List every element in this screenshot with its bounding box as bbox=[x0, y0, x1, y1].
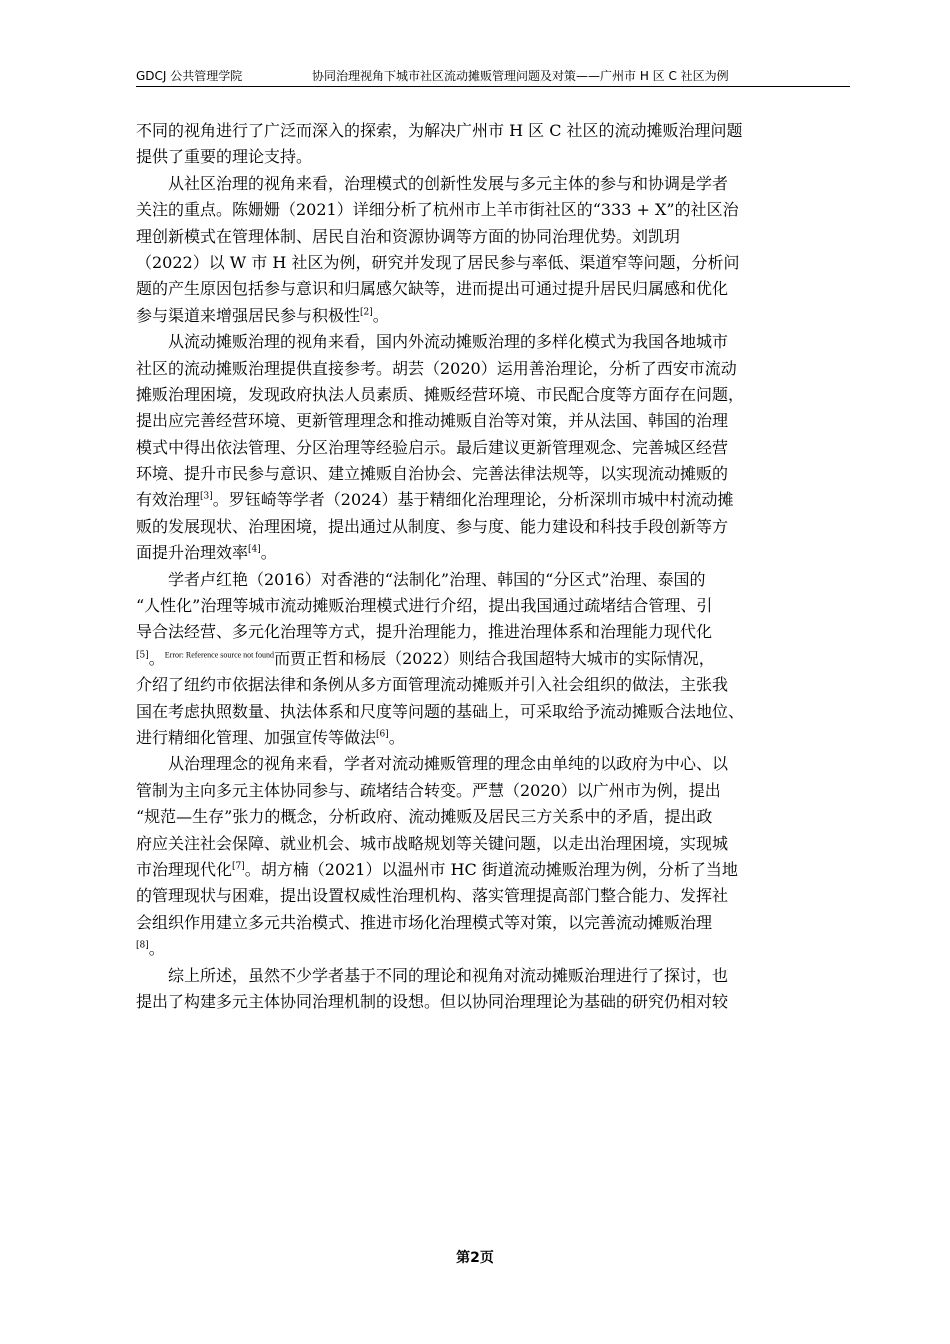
text-line: 府应关注社会保障、就业机会、城市战略规划等关键问题，以走出治理困境，实现城 bbox=[136, 833, 729, 853]
text-line: 的管理现状与困难，提出设置权威性治理机构、落实管理提高部门整合能力、发挥社 bbox=[136, 886, 729, 906]
text-line: 提出应完善经营环境、更新管理理念和推动摊贩自治等对策，并从法国、韩国的治理 bbox=[136, 411, 729, 431]
text-line: 贩的发展现状、治理困境，提出通过从制度、参与度、能力建设和科技手段创新等方 bbox=[136, 516, 729, 536]
citation-ref: [7] bbox=[232, 861, 245, 872]
text-line: 进行精细化管理、加强宣传等做法[6]。 bbox=[136, 727, 405, 747]
running-header bbox=[136, 68, 850, 87]
text-line: 参与渠道来增强居民参与积极性[2]。 bbox=[136, 305, 389, 325]
citation-ref: [4] bbox=[248, 544, 261, 555]
page-number: 第2页 bbox=[456, 1250, 494, 1266]
text-line: “人性化”治理等城市流动摊贩治理模式进行介绍，提出我国通过疏堵结合管理、引 bbox=[136, 596, 713, 616]
text-line: 从流动摊贩治理的视角来看，国内外流动摊贩治理的多样化模式为我国各地城市 bbox=[168, 332, 729, 352]
citation-ref: [5] bbox=[136, 650, 149, 661]
text-line: 面提升治理效率[4]。 bbox=[136, 543, 277, 563]
text-line: 题的产生原因包括参与意识和归属感欠缺等，进而提出可通过提升居民归属感和优化 bbox=[136, 279, 729, 299]
text-line: 关注的重点。陈姗姗（2021）详细分析了杭州市上羊市街社区的“333 + X”的社区治 bbox=[136, 200, 739, 220]
text-line: 综上所述，虽然不少学者基于不同的理论和视角对流动摊贩治理进行了探讨，也 bbox=[168, 965, 729, 985]
text-line: 理创新模式在管理体制、居民自治和资源协调等方面的协同治理优势。刘凯玥 bbox=[136, 226, 681, 246]
text-line: “规范—生存”张力的概念，分析政府、流动摊贩及居民三方关系中的矛盾，提出政 bbox=[136, 807, 713, 827]
citation-ref: [2] bbox=[360, 307, 373, 318]
text-line: 国在考虑执照数量、执法体系和尺度等问题的基础上，可采取给予流动摊贩合法地位、 bbox=[136, 701, 745, 721]
text-line: 管制为主向多元主体协同参与、疏堵结合转变。严慧（2020）以广州市为例，提出 bbox=[136, 780, 721, 800]
text-line: 会组织作用建立多元共治模式、推进市场化治理模式等对策，以完善流动摊贩治理 bbox=[136, 912, 713, 932]
text-line: 从治理理念的视角来看，学者对流动摊贩管理的理念由单纯的以政府为中心、以 bbox=[168, 754, 729, 774]
citation-ref: [8] bbox=[136, 940, 149, 951]
text-line: 摊贩治理困境，发现政府执法人员素质、摊贩经营环境、市民配合度等方面存在问题， bbox=[136, 384, 745, 404]
text-line: [5]。$^{Error: Reference source not found}$而贾正哲和杨辰（2022）则结合我国超特大城市的实际情况， bbox=[136, 648, 715, 668]
text-line: 不同的视角进行了广泛而深入的探索，为解决广州市 H 区 C 社区的流动摊贩治理问题 bbox=[136, 121, 743, 140]
text-line: 从社区治理的视角来看，治理模式的创新性发展与多元主体的参与和协调是学者 bbox=[168, 173, 729, 193]
text-line: 介绍了纽约市依据法律和条例从多方面管理流动摊贩并引入社会组织的做法，主张我 bbox=[136, 675, 729, 695]
text-line: （2022）以 W 市 H 社区为例，研究并发现了居民参与率低、渠道窄等问题，分析问 bbox=[136, 252, 740, 272]
reference-error-note: Error: Reference source not found bbox=[164, 650, 275, 660]
text-line: 提供了重要的理论支持。 bbox=[136, 147, 313, 167]
text-line: 学者卢红艳（2016）对香港的“法制化”治理、韩国的“分区式”治理、泰国的 bbox=[168, 569, 706, 589]
body-text bbox=[136, 118, 850, 1015]
text-line: 有效治理[3]。罗钰崎等学者（2024）基于精细化治理理论，分析深圳市城中村流动摊 bbox=[136, 490, 734, 510]
text-line: 社区的流动摊贩治理提供直接参考。胡芸（2020）运用善治理论，分析了西安市流动 bbox=[136, 358, 737, 378]
text-line: [8]。 bbox=[136, 939, 165, 959]
citation-ref: [6] bbox=[376, 729, 389, 740]
header-institution: GDCJ 公共管理学院 bbox=[136, 69, 243, 83]
text-line: 导合法经营、多元化治理等方式，提升治理能力，推进治理体系和治理能力现代化 bbox=[136, 622, 713, 642]
text-line: 模式中得出依法管理、分区治理等经验启示。最后建议更新管理观念、完善城区经营 bbox=[136, 437, 729, 457]
text-line: 市治理现代化[7]。胡方楠（2021）以温州市 HC 街道流动摊贩治理为例，分析了当地 bbox=[136, 859, 738, 879]
text-line: 环境、提升市民参与意识、建立摊贩自治协会、完善法律法规等，以实现流动摊贩的 bbox=[136, 464, 729, 484]
header-title: 协同治理视角下城市社区流动摊贩管理问题及对策——广州市 H 区 C 社区为例 bbox=[312, 69, 729, 83]
text-line: 提出了构建多元主体协同治理机制的设想。但以协同治理理论为基础的研究仍相对较 bbox=[136, 991, 729, 1011]
citation-ref: [3] bbox=[200, 492, 213, 503]
